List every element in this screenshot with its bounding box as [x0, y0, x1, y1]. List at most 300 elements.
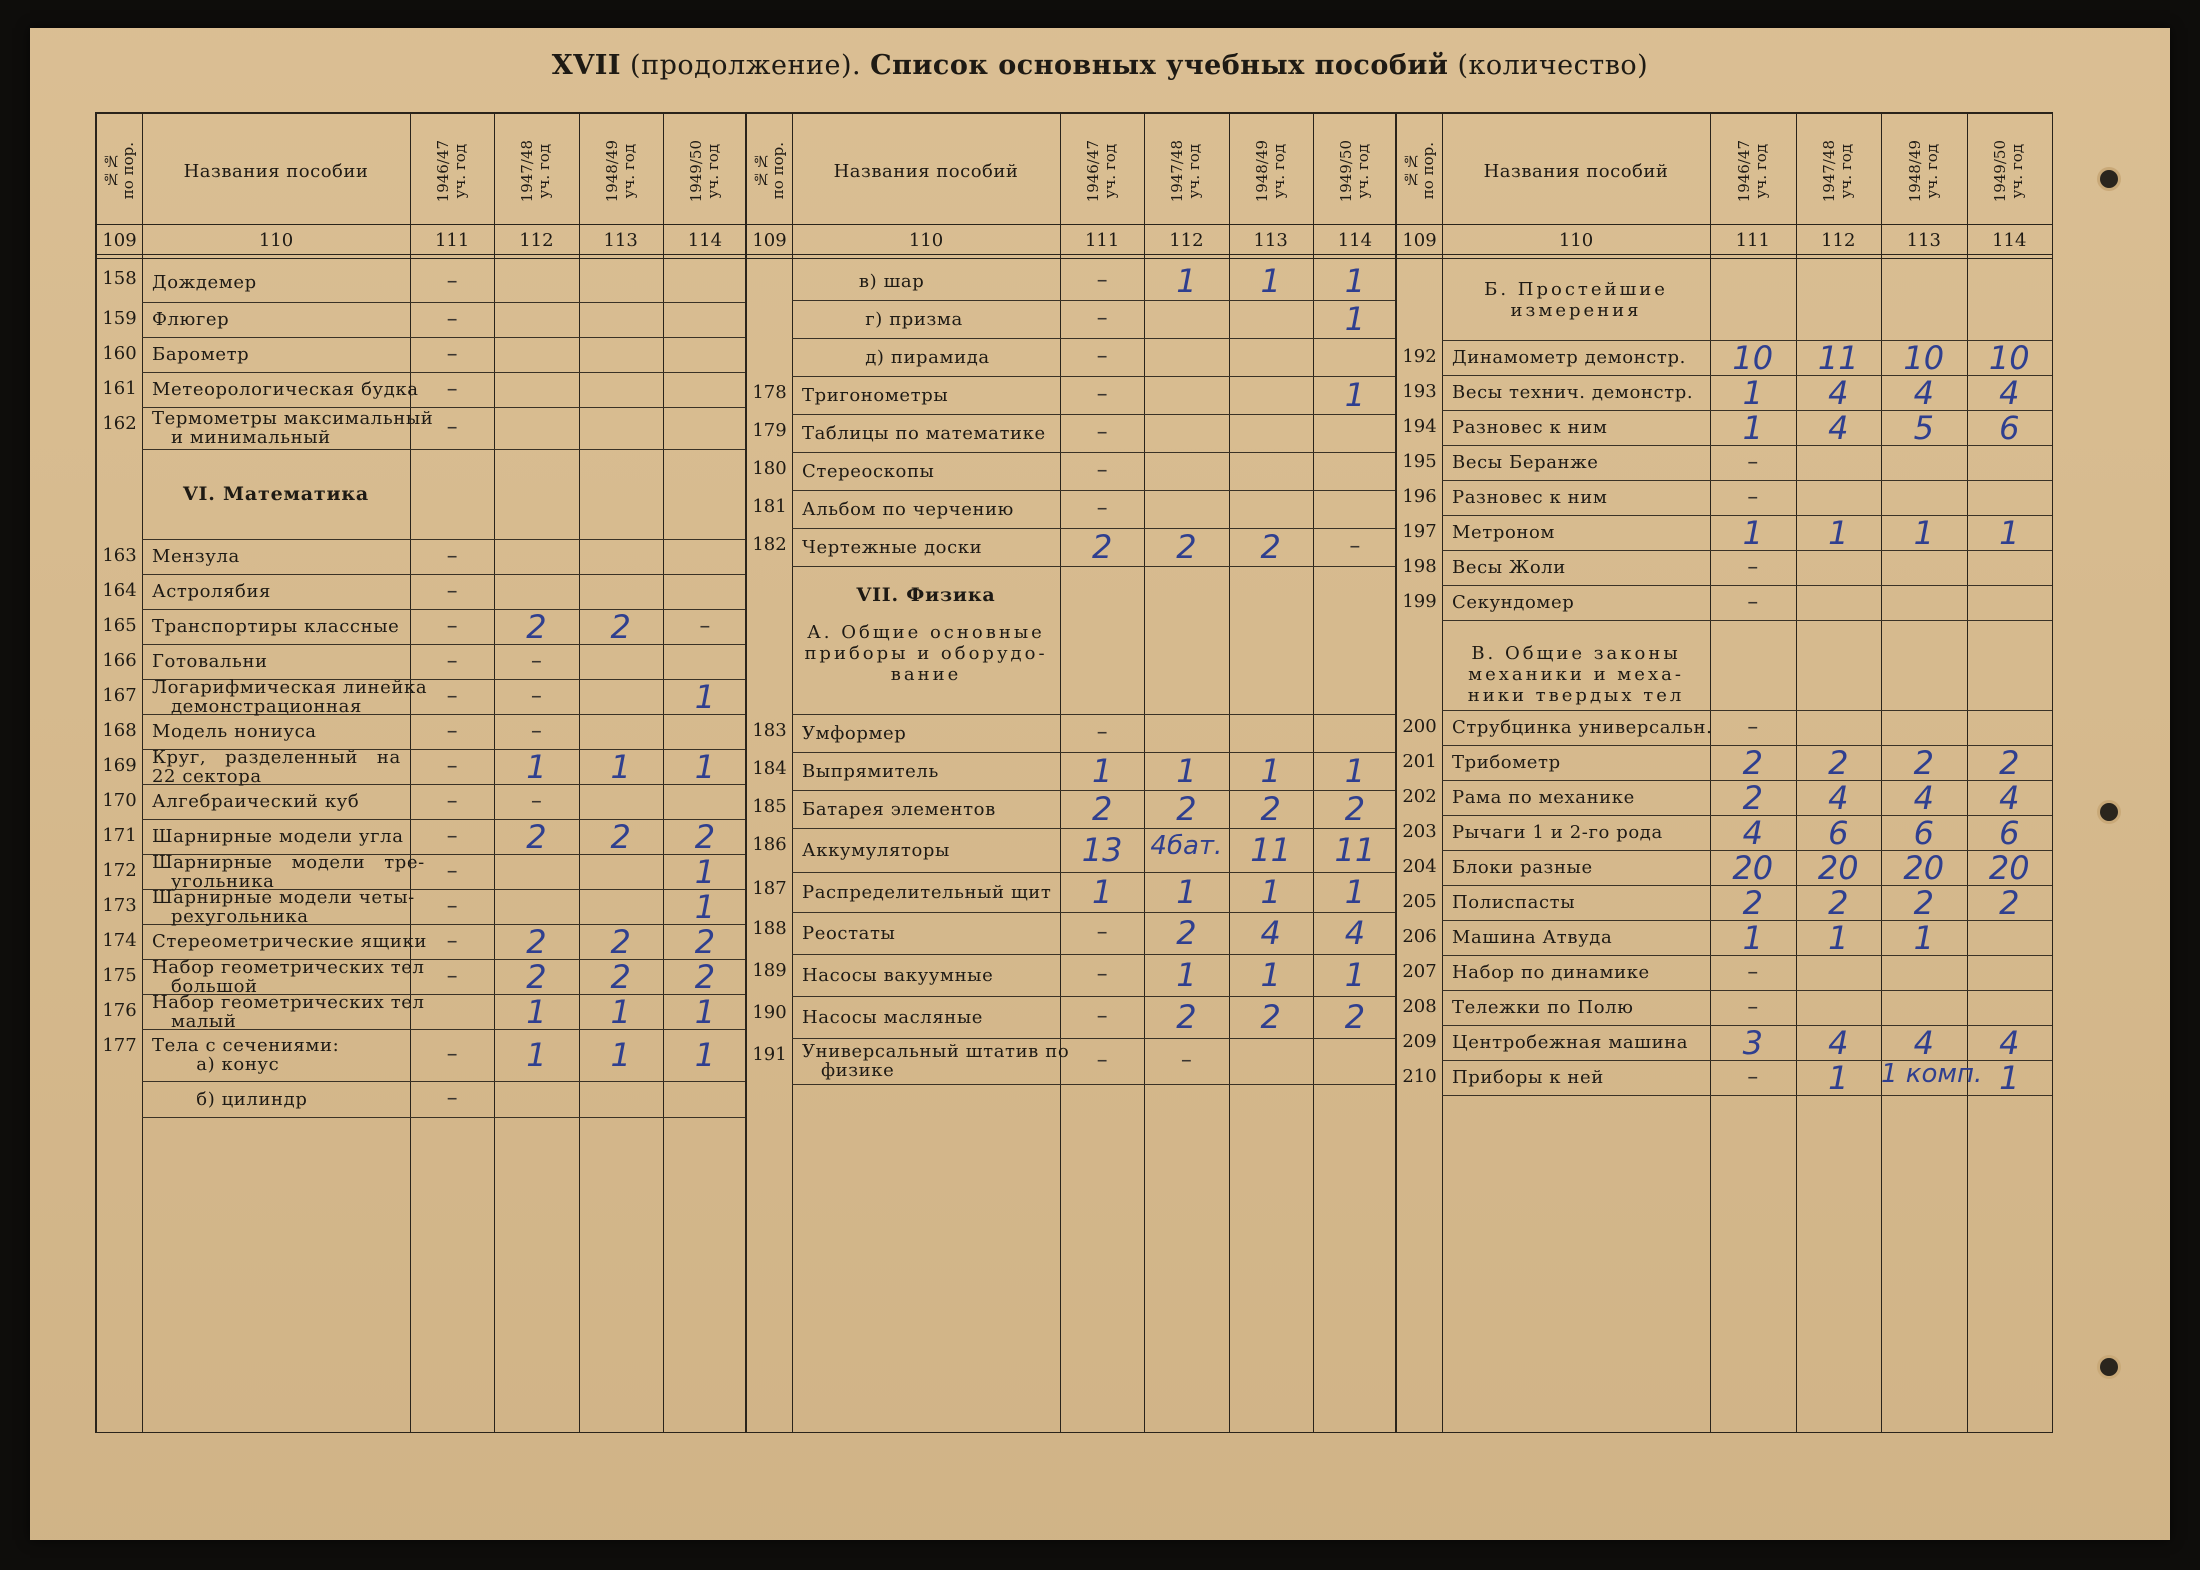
row-number: 206 — [1402, 926, 1437, 947]
colnum-divider — [747, 254, 1397, 255]
row-number: 193 — [1402, 381, 1437, 402]
quantity-value: 10 — [1903, 338, 1945, 377]
row-number: 203 — [1402, 821, 1437, 842]
quantity-value: 2 — [1260, 998, 1281, 1036]
title-paren: (продолжение). — [620, 50, 871, 81]
quantity-value: 4 — [1999, 1023, 2020, 1062]
quantity-value: 1 — [1091, 873, 1113, 911]
quantity-value: 1 — [1742, 373, 1763, 412]
row-divider — [792, 300, 1397, 301]
row-number: 187 — [752, 878, 787, 899]
row-number: 171 — [102, 825, 137, 846]
quantity-value: 1 — [526, 992, 547, 1031]
header-year-2 — [494, 118, 578, 224]
empty-mark: – — [1096, 1048, 1108, 1073]
row-number: 182 — [752, 534, 787, 555]
row-number: 170 — [102, 790, 137, 811]
column-divider — [142, 114, 143, 1432]
header-year-3 — [1229, 118, 1313, 224]
item-name: Тележки по Полю — [1452, 997, 1634, 1018]
row-divider — [792, 714, 1397, 715]
quantity-value: 1 — [1176, 956, 1197, 994]
quantity-value: 2 — [1344, 998, 1366, 1036]
header-year-text: 1949/50 уч. год — [1991, 139, 2027, 203]
header-year-text: 1946/47 уч. год — [1734, 139, 1770, 203]
colnum-divider — [1397, 254, 2052, 255]
quantity-value: 1 — [1260, 262, 1281, 300]
quantity-value: 2 — [526, 817, 547, 856]
row-number: 183 — [752, 720, 787, 741]
empty-mark: – — [446, 648, 458, 674]
row-number: 159 — [102, 308, 137, 329]
item-name: в) шар — [802, 270, 925, 292]
row-divider — [792, 954, 1397, 955]
item-name: Центробежная машина — [1452, 1032, 1689, 1053]
quantity-value: 1 — [1999, 513, 2020, 552]
item-name: Динамометр демонстр. — [1452, 347, 1686, 368]
item-name: Весы Беранже — [1452, 452, 1599, 473]
row-number: 181 — [752, 496, 787, 517]
item-name: Тригонометры — [802, 384, 949, 406]
header-divider — [97, 224, 747, 225]
quantity-value: 4 — [1828, 373, 1849, 412]
header-name: Названия пособий — [833, 160, 1019, 182]
header-divider — [747, 224, 1397, 225]
quantity-value: 1 — [694, 852, 716, 891]
item-name: Струбцинка универсальн. — [1452, 717, 1713, 738]
quantity-value: 2 — [610, 817, 631, 856]
quantity-value: 1 — [1091, 752, 1113, 790]
row-number: 166 — [102, 650, 137, 671]
item-name: г) призма — [802, 308, 963, 330]
quantity-value: 5 — [1913, 408, 1934, 447]
header-name: Названия пособий — [1483, 160, 1669, 182]
item-name: Насосы вакуумные — [802, 964, 994, 986]
row-divider — [792, 912, 1397, 913]
header-year-3 — [579, 118, 663, 224]
quantity-value: 20 — [1732, 848, 1774, 887]
quantity-value: 1 — [694, 887, 716, 926]
header-number — [97, 118, 142, 224]
colnum-divider-2 — [747, 258, 1397, 259]
row-number: 185 — [752, 796, 787, 817]
quantity-value: 6 — [1999, 813, 2020, 852]
empty-mark: – — [1349, 534, 1361, 559]
quantity-value: 1 — [694, 677, 716, 716]
row-number: 205 — [1402, 891, 1437, 912]
item-name: Круг, разделенный на 22 сектора — [152, 746, 401, 787]
row-divider — [792, 566, 1397, 567]
empty-mark: – — [446, 341, 458, 367]
item-name: Термометры максимальный и минимальный — [152, 408, 434, 448]
row-number: 184 — [752, 758, 787, 779]
empty-mark: – — [1747, 959, 1759, 985]
quantity-value: 11 — [1334, 831, 1376, 869]
row-divider — [792, 1038, 1397, 1039]
item-name: Трибометр — [1452, 752, 1561, 773]
empty-mark: – — [530, 683, 542, 709]
item-name: б) цилиндр — [152, 1088, 308, 1110]
quantity-value: 1 — [1828, 513, 1849, 552]
row-number: 200 — [1402, 716, 1437, 737]
row-number: 161 — [102, 378, 137, 399]
item-name: Дождемер — [152, 271, 257, 293]
quantity-value: 2 — [1260, 528, 1281, 566]
row-number: 172 — [102, 860, 137, 881]
item-name: Секундомер — [1452, 592, 1575, 613]
row-number: 158 — [102, 268, 137, 289]
quantity-value: 1 — [1913, 513, 1934, 552]
item-name: Логарифмическая линейка демонстрационная — [152, 676, 428, 717]
quantity-value: 4 — [1913, 1023, 1934, 1062]
quantity-value: 2 — [526, 607, 547, 646]
colnum-113: 113 — [1253, 229, 1288, 251]
quantity-value: 2 — [1344, 790, 1366, 828]
empty-mark: – — [1747, 484, 1759, 510]
item-name: д) пирамида — [802, 346, 990, 368]
row-number: 192 — [1402, 346, 1437, 367]
quantity-value: 1 — [1344, 262, 1366, 300]
empty-mark: – — [446, 1086, 458, 1111]
quantity-value: 2 — [526, 922, 547, 961]
quantity-value: 2 — [610, 957, 631, 996]
quantity-value: 4 — [1999, 778, 2020, 817]
colnum-110: 110 — [1558, 229, 1594, 251]
quantity-value: 1 — [1828, 1058, 1849, 1097]
item-name: Рычаги 1 и 2-го рода — [1452, 822, 1663, 843]
item-name: Модель нониуса — [152, 721, 317, 742]
quantity-value: 1 — [1742, 513, 1763, 552]
row-number: 194 — [1402, 416, 1437, 437]
colnum-114: 114 — [687, 229, 723, 251]
header-year-text: 1949/50 уч. год — [1336, 139, 1372, 203]
row-number: 210 — [1402, 1066, 1437, 1087]
header-year-text: 1948/49 уч. год — [1252, 139, 1288, 203]
empty-mark: – — [1096, 344, 1108, 369]
quantity-value: 20 — [1903, 848, 1945, 887]
empty-mark: – — [1096, 458, 1108, 483]
subsection-heading: В. Общие законы механики и меха- ники твердых тел — [1467, 643, 1685, 706]
item-name: Стереоскопы — [802, 460, 935, 482]
item-name: Чертежные доски — [802, 536, 983, 558]
quantity-value: 4 — [1828, 778, 1849, 817]
header-year-4 — [1967, 118, 2053, 224]
quantity-value: 1 — [1344, 752, 1366, 790]
empty-mark: – — [446, 578, 458, 604]
row-divider — [142, 302, 747, 303]
header-year-text: 1946/47 уч. год — [434, 139, 470, 203]
empty-mark: – — [446, 543, 458, 569]
quantity-value: 11 — [1817, 338, 1859, 377]
quantity-value: 10 — [1732, 338, 1774, 377]
colnum-114: 114 — [1337, 229, 1373, 251]
header-year-text: 1949/50 уч. год — [686, 139, 722, 203]
row-number: 199 — [1402, 591, 1437, 612]
item-name: Тела с сечениями: а) конус — [152, 1035, 340, 1075]
empty-mark: – — [699, 613, 711, 639]
binder-hole-bottom — [2100, 1358, 2118, 1376]
header-year-4 — [663, 118, 747, 224]
quantity-value: 20 — [1988, 848, 2030, 887]
quantity-value: 6 — [1999, 408, 2020, 447]
row-number: 202 — [1402, 786, 1437, 807]
item-name: Насосы масляные — [802, 1006, 984, 1028]
title-tail: (количество) — [1448, 50, 1649, 81]
row-number: 175 — [102, 965, 137, 986]
item-name: Таблицы по математике — [802, 422, 1046, 444]
row-number: 160 — [102, 343, 137, 364]
document-sheet — [30, 28, 2170, 1540]
header-divider — [1397, 224, 2052, 225]
quantity-value: 1 — [1999, 1058, 2020, 1097]
item-name: Астролябия — [152, 581, 272, 602]
column-divider — [792, 114, 793, 1432]
row-divider — [142, 539, 747, 540]
binder-hole-top — [2100, 170, 2118, 188]
row-number: 178 — [752, 382, 787, 403]
empty-mark: – — [446, 613, 458, 639]
header-year-text: 1947/48 уч. год — [1168, 139, 1204, 203]
row-divider — [792, 414, 1397, 415]
row-number: 191 — [752, 1044, 787, 1065]
quantity-value: 2 — [610, 607, 631, 646]
header-year-text: 1948/49 уч. год — [1905, 139, 1941, 203]
empty-mark: – — [1096, 268, 1108, 293]
row-number: 198 — [1402, 556, 1437, 577]
colnum-111: 111 — [1084, 229, 1120, 251]
header-year-1 — [410, 118, 494, 224]
quantity-value: 2 — [1913, 743, 1934, 782]
row-number: 186 — [752, 834, 787, 855]
table-panel-1 — [95, 112, 747, 1433]
quantity-value: 1 — [1176, 262, 1197, 300]
header-year-2 — [1796, 118, 1882, 224]
colnum-divider-2 — [1397, 258, 2052, 259]
quantity-value: 1 — [1742, 918, 1763, 957]
item-name: Стереометрические ящики — [152, 931, 427, 952]
empty-mark: – — [446, 893, 458, 919]
row-number: 177 — [102, 1035, 137, 1056]
row-divider — [792, 490, 1397, 491]
header-year-text: 1947/48 уч. год — [518, 139, 554, 203]
header-number — [1397, 118, 1442, 224]
item-name: Реостаты — [802, 922, 896, 944]
row-number: 174 — [102, 930, 137, 951]
empty-mark: – — [1096, 1004, 1108, 1029]
item-name: Распределительный щит — [802, 881, 1052, 903]
empty-mark: – — [1096, 306, 1108, 331]
quantity-value: 1 — [1176, 873, 1197, 911]
header-year-2 — [1144, 118, 1228, 224]
colnum-109: 109 — [1402, 229, 1437, 251]
header-year-1 — [1710, 118, 1796, 224]
empty-mark: – — [446, 415, 458, 440]
header-year-text: 1946/47 уч. год — [1084, 139, 1120, 203]
item-name: Алгебраический куб — [152, 791, 360, 812]
empty-mark: – — [1096, 496, 1108, 521]
item-name: Полиспасты — [1452, 892, 1576, 913]
empty-mark: – — [530, 718, 542, 744]
row-divider — [1442, 585, 2052, 586]
empty-mark: – — [446, 718, 458, 744]
item-name: Набор геометрических тел малый — [152, 991, 425, 1032]
empty-mark: – — [1096, 962, 1108, 987]
item-name: Разновес к ним — [1452, 417, 1608, 438]
colnum-divider — [97, 254, 747, 255]
quantity-value: 1 — [1344, 956, 1366, 994]
empty-mark: – — [1747, 994, 1759, 1020]
quantity-value: 1 — [1344, 300, 1366, 338]
quantity-value: 2 — [694, 957, 716, 996]
quantity-value: 4бат. — [1150, 831, 1223, 861]
row-number: 164 — [102, 580, 137, 601]
quantity-value: 1 — [1913, 918, 1934, 957]
quantity-value: 1 — [610, 1036, 631, 1074]
item-name: Шарнирные модели тре- угольника — [152, 851, 425, 892]
row-number: 169 — [102, 755, 137, 776]
quantity-value: 4 — [1344, 914, 1366, 952]
item-name: Набор геометрических тел большой — [152, 956, 425, 997]
row-number: 180 — [752, 458, 787, 479]
row-number: 176 — [102, 1000, 137, 1021]
quantity-value: 2 — [1828, 743, 1849, 782]
quantity-value: 4 — [1913, 373, 1934, 412]
quantity-value: 2 — [1176, 914, 1197, 952]
item-name: Батарея элементов — [802, 798, 996, 820]
header-year-text: 1948/49 уч. год — [602, 139, 638, 203]
empty-mark: – — [530, 648, 542, 674]
quantity-value: 2 — [1828, 883, 1849, 922]
quantity-value: 1 — [1344, 376, 1366, 414]
empty-mark: – — [446, 683, 458, 709]
header-name: Названия пособии — [183, 160, 369, 182]
colnum-112: 112 — [1821, 229, 1856, 251]
colnum-111: 111 — [434, 229, 470, 251]
header-year-1 — [1060, 118, 1144, 224]
quantity-value: 2 — [1176, 790, 1197, 828]
quantity-value: 2 — [610, 922, 631, 961]
row-divider — [142, 1081, 747, 1082]
colnum-divider-2 — [97, 258, 747, 259]
row-number: 163 — [102, 545, 137, 566]
empty-mark: – — [1747, 714, 1759, 740]
row-divider — [142, 574, 747, 575]
quantity-value: 1 — [1742, 408, 1763, 447]
item-name: Готовальни — [152, 651, 268, 672]
row-divider — [142, 372, 747, 373]
quantity-value: 2 — [1091, 790, 1113, 828]
row-divider — [1442, 1095, 2052, 1096]
quantity-value: 1 — [1176, 752, 1197, 790]
quantity-value: 2 — [1742, 778, 1763, 817]
quantity-value: 6 — [1828, 813, 1849, 852]
item-name: Машина Атвуда — [1452, 927, 1613, 948]
item-name: Универсальный штатив по физике — [802, 1041, 1070, 1081]
empty-mark: – — [1747, 1064, 1759, 1090]
quantity-value: 2 — [1999, 883, 2020, 922]
row-divider — [1442, 990, 2052, 991]
row-number: 179 — [752, 420, 787, 441]
row-divider — [792, 828, 1397, 829]
quantity-value: 10 — [1988, 338, 2030, 377]
empty-mark: – — [1747, 589, 1759, 615]
item-name: Барометр — [152, 344, 250, 365]
header-year-text: 1947/48 уч. год — [1820, 139, 1856, 203]
quantity-value: 2 — [694, 922, 716, 961]
quantity-value: 4 — [1260, 914, 1281, 952]
row-number: 173 — [102, 895, 137, 916]
row-divider — [1442, 620, 2052, 621]
header-number-text: №№ по пор. — [1401, 142, 1437, 200]
row-number: 197 — [1402, 521, 1437, 542]
item-name: Шарнирные модели угла — [152, 826, 404, 847]
empty-mark: – — [446, 753, 458, 779]
quantity-value: 2 — [694, 817, 716, 856]
empty-mark: – — [1096, 382, 1108, 407]
row-number: 162 — [102, 413, 137, 434]
header-year-3 — [1881, 118, 1967, 224]
item-name: Альбом по черчению — [802, 498, 1014, 520]
quantity-value: 1 — [1260, 752, 1281, 790]
item-name: Аккумуляторы — [802, 839, 950, 861]
subsection-heading: А. Общие основные приборы и оборудо- вание — [804, 622, 1048, 685]
quantity-value: 1 — [1260, 956, 1281, 994]
item-name: Набор по динамике — [1452, 962, 1650, 983]
row-divider — [142, 337, 747, 338]
row-divider — [1442, 480, 2052, 481]
colnum-113: 113 — [603, 229, 638, 251]
row-number: 204 — [1402, 856, 1437, 877]
quantity-value: 2 — [526, 957, 547, 996]
title-roman: XVII — [551, 50, 621, 81]
section-heading: VI. Математика — [183, 483, 369, 505]
quantity-value: 1 — [610, 992, 631, 1031]
page-title — [30, 50, 2170, 81]
empty-mark: – — [446, 963, 458, 989]
empty-mark: – — [1747, 449, 1759, 475]
quantity-value: 20 — [1817, 848, 1859, 887]
colnum-114: 114 — [1992, 229, 2027, 251]
quantity-value: 2 — [1176, 528, 1197, 566]
row-divider — [792, 1084, 1397, 1085]
quantity-value: 1 — [694, 992, 716, 1031]
header-number-text: №№ по пор. — [101, 142, 137, 200]
header-number — [747, 118, 792, 224]
empty-mark: – — [1096, 420, 1108, 445]
empty-mark: – — [1747, 554, 1759, 580]
empty-mark: – — [446, 376, 458, 402]
row-number: 167 — [102, 685, 137, 706]
empty-mark: – — [1096, 920, 1108, 945]
item-name: Весы технич. демонстр. — [1452, 382, 1694, 403]
row-number: 201 — [1402, 751, 1437, 772]
quantity-value: 1 — [526, 1036, 547, 1074]
empty-mark: – — [1180, 1048, 1192, 1073]
quantity-value: 1 — [694, 747, 716, 786]
quantity-value: 2 — [1913, 883, 1934, 922]
row-number: 165 — [102, 615, 137, 636]
table-panel-2 — [745, 112, 1397, 1433]
empty-mark: – — [1096, 720, 1108, 745]
row-number: 190 — [752, 1002, 787, 1023]
row-number: 188 — [752, 918, 787, 939]
quantity-value: 1 — [1828, 918, 1849, 957]
colnum-109: 109 — [102, 229, 137, 251]
empty-mark: – — [446, 858, 458, 884]
empty-mark: – — [530, 788, 542, 814]
empty-mark: – — [446, 306, 458, 332]
quantity-value: 1 — [1260, 873, 1281, 911]
